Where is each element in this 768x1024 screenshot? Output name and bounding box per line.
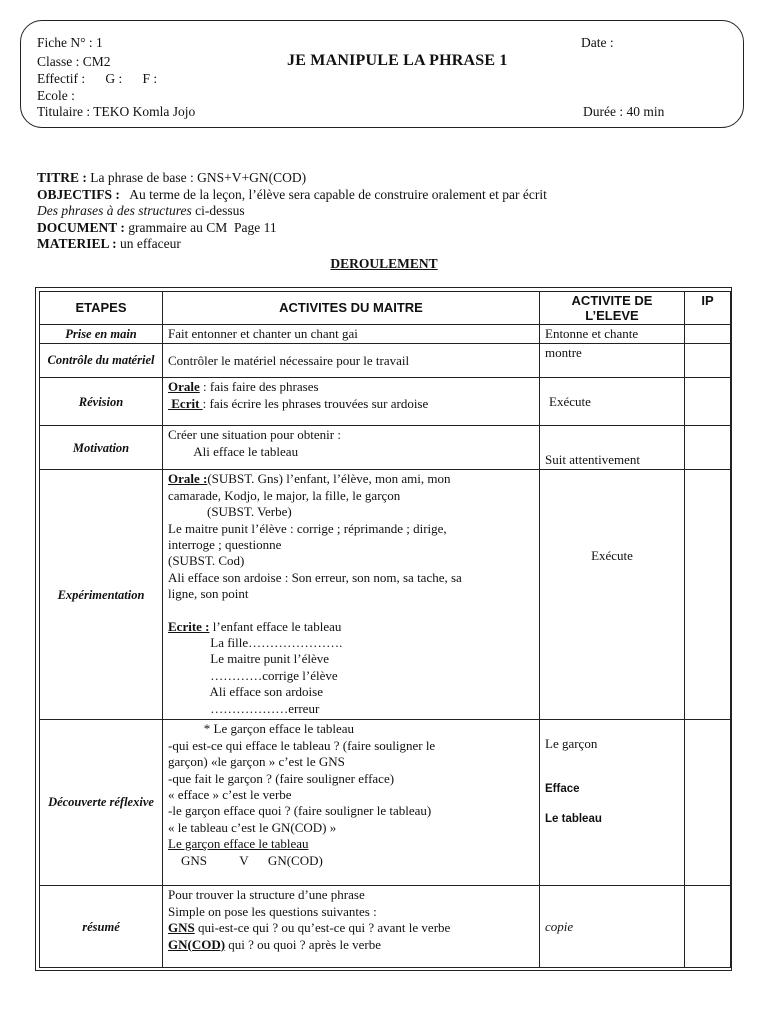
header-eleve: ACTIVITE DE L’ELEVE [540,292,685,325]
text-line: Ali efface son ardoise [168,684,323,700]
etape-revision: Révision [40,378,163,426]
etape-motivation: Motivation [40,426,163,470]
objectifs-label: OBJECTIFS : [37,186,120,202]
text-line: « efface » c’est le verbe [168,787,292,803]
text-line: Le maitre punit l’élève : corrige ; réprimande ; dirige, [168,520,447,536]
table-row [40,886,731,968]
text-line: -qui est-ce qui efface le tableau ? (faire souligner le [168,737,436,753]
ip-cell [685,344,731,378]
eleve-decouverte [540,720,685,886]
text-line: camarade, Kodjo, le major, la fille, le garçon [168,487,401,503]
etape-prise: Prise en main [40,325,163,344]
table-header-row [40,292,731,325]
motivation-line: Créer une situation pour obtenir : [168,427,341,443]
spacer [168,603,534,619]
document-line [37,220,737,237]
duree: Durée : 40 min [583,104,665,119]
materiel-label: MATERIEL : [37,236,117,251]
spacer [545,797,679,811]
ip-cell [685,426,731,470]
ip-cell [685,325,731,344]
ip-cell [685,720,731,886]
titulaire: Titulaire : TEKO Komla Jojo [37,104,196,119]
orale-label: Orale [168,379,200,395]
table-row [40,426,731,470]
eleve-controle: montre [540,344,685,378]
objectifs-line-2 [37,203,737,220]
document-label: DOCUMENT : [37,219,125,235]
eleve-experimentation: Exécute [540,470,685,720]
text-line: -le garçon efface quoi ? (faire souligner le tableau) [168,803,432,819]
header-box [20,20,744,128]
text-line: ………………erreur [168,700,320,716]
fiche-number: Fiche N° : 1 [37,35,103,50]
motivation-line: Ali efface le tableau [168,443,299,459]
text-line: Simple on pose les questions suivantes : [168,903,377,919]
table-row [40,344,731,378]
text-line: Le maitre punit l’élève [168,651,330,667]
page-title: JE MANIPULE LA PHRASE 1 [287,52,508,69]
maitre-controle: Contrôler le matériel nécessaire pour le travail [163,344,540,378]
gncod-label: GN(COD) [168,936,226,952]
gns-label: GNS [168,920,195,936]
text-line: « le tableau c’est le GN(COD) » [168,819,337,835]
lesson-table [35,287,732,971]
ip-cell [685,378,731,426]
etape-resume: résumé [40,886,163,968]
text-line: l’enfant efface le tableau [209,618,342,634]
ip-cell [685,470,731,720]
titre-line [37,170,737,187]
text-line: ligne, son point [168,586,249,602]
text-line: GNS V GN(COD) [168,852,323,868]
answer-gns: Le garçon [545,736,598,752]
table-row [40,470,731,720]
maitre-motivation [163,426,540,470]
ip-cell [685,886,731,968]
header-ip: IP [685,292,731,325]
text-line: Pour trouver la structure d’une phrase [168,887,365,903]
text-line: (SUBST. Gns) l’enfant, l’élève, mon ami, mon [207,471,451,487]
eleve-resume: copie [540,886,685,968]
header-maitre: ACTIVITES DU MAITRE [163,292,540,325]
orale-label: Orale : [168,471,208,487]
etape-decouverte: Découverte réflexive [40,720,163,886]
date: Date : [581,35,614,50]
titre-label: TITRE : [37,170,87,185]
text-line: -que fait le garçon ? (faire souligner efface) [168,770,395,786]
objectifs-italic: Des phrases à des structures [37,203,192,218]
text-line: Ali efface son ardoise : Son erreur, son nom, sa tache, sa [168,569,462,585]
text-line: La fille…………………. [168,635,343,651]
eleve-prise: Entonne et chante [540,325,685,344]
header-etapes: ETAPES [40,292,163,325]
classe: Classe : CM2 [37,54,111,69]
maitre-prise: Fait entonner et chanter un chant gai [163,325,540,344]
answer-verbe: Efface [545,782,580,795]
ecrit-text: : fais écrire les phrases trouvées sur ardoise [202,395,429,411]
etape-controle: Contrôle du matériel [40,344,163,378]
eleve-revision: Exécute [540,378,685,426]
maitre-experimentation [163,470,540,720]
text-line: * Le garçon efface le tableau [168,721,354,737]
text-line: qui-est-ce qui ? ou qu’est-ce qui ? avant le verbe [194,920,451,936]
document-value: grammaire au CM Page 11 [124,219,277,235]
text-line: interroge ; questionne [168,537,282,553]
materiel-value: un effaceur [116,236,181,251]
text-line: (SUBST. Verbe) [168,504,292,520]
answer-cod: Le tableau [545,813,602,826]
text-line: qui ? ou quoi ? après le verbe [225,936,381,952]
table-row [40,720,731,886]
titre-value: La phrase de base : GNS+V+GN(COD) [86,170,307,185]
text-line: …………corrige l’élève [168,667,338,683]
table-row [40,325,731,344]
deroulement-heading: DEROULEMENT [330,256,438,271]
ecrite-label: Ecrite : [168,618,210,634]
materiel-line [37,236,737,253]
maitre-resume [163,886,540,968]
etape-experimentation: Expérimentation [40,470,163,720]
spacer [545,753,679,781]
text-line: garçon) «le garçon » c’est le GNS [168,754,345,770]
maitre-revision [163,378,540,426]
text-line: (SUBST. Cod) [168,553,245,569]
eleve-motivation: Suit attentivement [540,426,685,470]
objectifs-rest: ci-dessus [191,203,245,218]
table-row [40,378,731,426]
orale-text: : fais faire des phrases [199,379,319,395]
ecrit-label: Ecrit [168,395,203,411]
objectifs-line [37,187,737,204]
text-line: Le garçon efface le tableau [168,836,309,852]
objectifs-value: Au terme de la leçon, l’élève sera capable de construire oralement et par écrit [119,186,547,202]
effectif: Effectif : G : F : [37,71,158,86]
ecole: Ecole : [37,88,75,103]
maitre-decouverte [163,720,540,886]
lesson-intro [37,170,737,253]
